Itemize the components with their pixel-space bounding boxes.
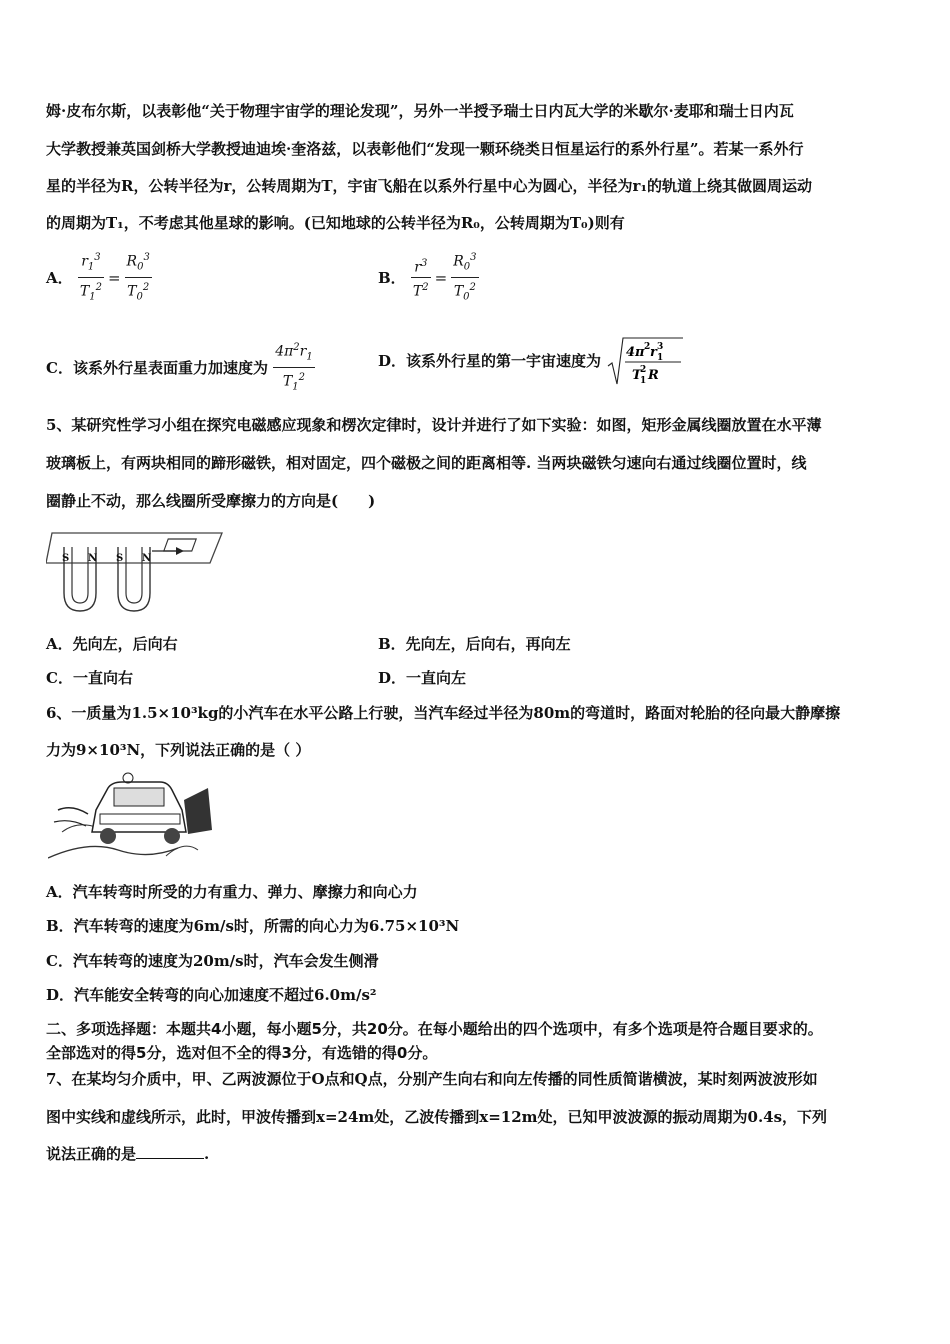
q6-option-b[interactable]: B．汽车转弯的速度为6m/s时，所需的向心力为6.75×10³N — [46, 917, 460, 935]
q7-line-3 — [46, 1143, 209, 1165]
formula-first-cosmic-velocity — [606, 334, 684, 388]
horseshoe-magnets-figure — [46, 523, 228, 615]
magnet-pole-label-3: S — [116, 553, 124, 564]
q5-option-a[interactable]: A．先向左，后向右 — [46, 635, 178, 653]
magnet-pole-label-4: N — [142, 553, 152, 564]
q4-line-1: 姆·皮布尔斯，以表彰他“关于物理宇宙学的理论发现”，另外一半授予瑞士日内瓦大学的米歇尔·麦耶和瑞士日内瓦 — [46, 102, 794, 120]
svg-text:2: 2 — [644, 342, 651, 352]
section-2-line-2: 全部选对的得5分，选对但不全的得3分，有选错的得0分。 — [46, 1044, 438, 1062]
svg-text:T: T — [632, 368, 642, 383]
q4-option-a[interactable]: A． $\frac{r_1^3}{T_1^2}$ = $\frac{R_0^3}{T_0^2}$ — [46, 248, 152, 308]
magnet-pole-label-1: S — [62, 553, 70, 564]
q6-option-a[interactable]: A．汽车转弯时所受的力有重力、弹力、摩擦力和向心力 — [46, 883, 418, 901]
q4-option-c[interactable] — [46, 338, 315, 398]
formula-gravity-acceleration: $\frac{4\pi^2r_1}{T_1^2}$ — [273, 338, 315, 398]
q4-line-4: 的周期为T₁，不考虑其他星球的影响。(已知地球的公转半径为R₀，公转周期为T₀)则有 — [46, 214, 625, 232]
q4-option-d-text: D．该系外行星的第一宇宙速度为 — [378, 352, 602, 370]
q4-option-d[interactable] — [378, 334, 684, 388]
q4-option-a-label: A． — [46, 268, 73, 287]
q5-line-2: 玻璃板上，有两块相同的蹄形磁铁，相对固定，四个磁极之间的距离相等. 当两块磁铁匀速向右通过线圈位置时，线 — [46, 454, 807, 472]
q7-line-2: 图中实线和虚线所示，此时，甲波传播到x=24m处，乙波传播到x=12m处，已知甲波波源的振动周期为0.4s，下列 — [46, 1108, 828, 1126]
car-turning-figure — [48, 770, 214, 862]
answer-blank[interactable] — [136, 1144, 204, 1159]
q6-option-c[interactable]: C．汽车转弯的速度为20m/s时，汽车会发生侧滑 — [46, 952, 379, 970]
q7-line-1: 7、在某均匀介质中，甲、乙两波源位于O点和Q点，分别产生向右和向左传播的同性质简谐横波，某时刻两波波形如 — [46, 1070, 818, 1088]
formula-r-cubed-over-t-squared: $\frac{r^3}{T^2}$ — [411, 254, 431, 302]
svg-text:R: R — [648, 368, 660, 383]
svg-text:4π: 4π — [626, 345, 645, 360]
q5-line-1: 5、某研究性学习小组在探究电磁感应现象和楞次定律时，设计并进行了如下实验：如图，矩形金属线圈放置在水平薄 — [46, 416, 822, 434]
q7-line-3-end: . — [204, 1145, 210, 1163]
q4-line-3: 星的半径为R，公转半径为r，公转周期为T，宇宙飞船在以系外行星中心为圆心，半径为r₁的轨道上绕其做圆周运动 — [46, 177, 813, 195]
q7-line-3-text: 说法正确的是 — [46, 1145, 137, 1163]
svg-text:3: 3 — [657, 342, 664, 352]
q6-option-d[interactable]: D．汽车能安全转弯的向心加速度不超过6.0m/s² — [46, 986, 377, 1004]
formula-r1-cubed-over-t1-squared: $\frac{r_1^3}{T_1^2}$ — [78, 248, 104, 308]
svg-text:1: 1 — [657, 353, 664, 363]
q4-option-b[interactable]: B． $\frac{r^3}{T^2}$ = $\frac{R_0^3}{T_0^2}$ — [378, 248, 479, 308]
section-2-line-1: 二、多项选择题：本题共4小题，每小题5分，共20分。在每小题给出的四个选项中，有多个选项是符合题目要求的。 — [46, 1020, 823, 1038]
formula-r0-cubed-over-t0-squared-b: $\frac{R_0^3}{T_0^2}$ — [451, 248, 478, 308]
svg-text:1: 1 — [640, 376, 647, 386]
svg-text:2: 2 — [640, 365, 647, 375]
q5-option-b[interactable]: B．先向左，后向右，再向左 — [378, 635, 571, 653]
q6-line-2: 力为9×10³N，下列说法正确的是（ ） — [46, 741, 311, 759]
svg-text:r: r — [650, 345, 658, 360]
q6-line-1: 6、一质量为1.5×10³kg的小汽车在水平公路上行驶，当汽车经过半径为80m的弯道时，路面对轮胎的径向最大静摩擦 — [46, 704, 841, 722]
magnet-pole-label-2: N — [88, 553, 98, 564]
q5-line-3: 圈静止不动，那么线圈所受摩擦力的方向是( ) — [46, 492, 376, 510]
formula-r0-cubed-over-t0-squared: $\frac{R_0^3}{T_0^2}$ — [125, 248, 152, 308]
q4-line-2: 大学教授兼英国剑桥大学教授迪迪埃·奎洛兹，以表彰他们“发现一颗环绕类日恒星运行的系外行星”。若某一系外行 — [46, 140, 804, 158]
q4-option-b-label: B． — [378, 268, 406, 287]
q4-option-c-text: C．该系外行星表面重力加速度为 — [46, 358, 268, 377]
q5-option-c[interactable]: C．一直向右 — [46, 669, 133, 687]
q5-option-d[interactable]: D．一直向左 — [378, 669, 467, 687]
